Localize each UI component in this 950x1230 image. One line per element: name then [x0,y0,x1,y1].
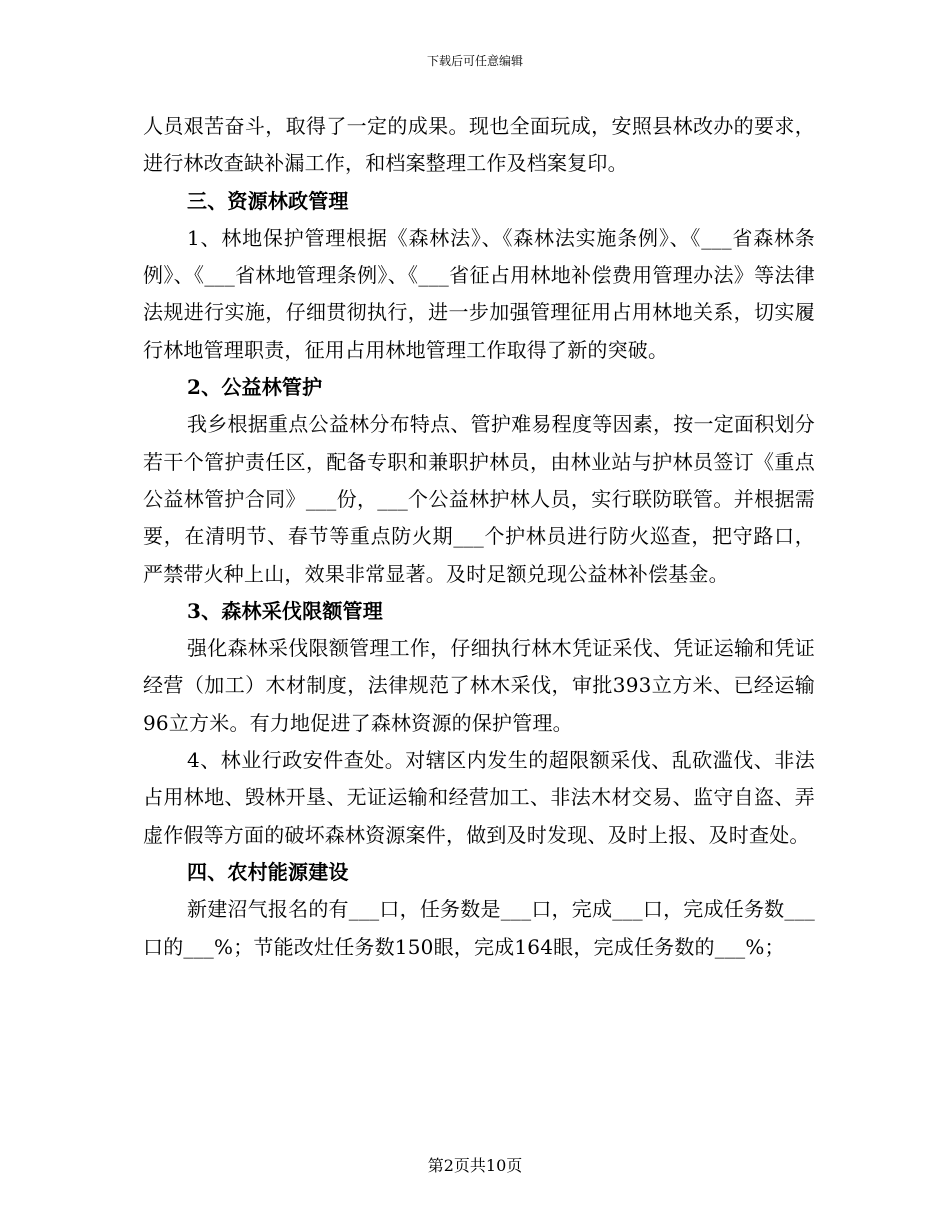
paragraph-public-welfare-forest: 我乡根据重点公益林分布特点、管护难易程度等因素，按一定面积划分若干个管护责任区，配备专职和兼职护林员，由林业站与护林员签订《重点公益林管护合同》___份，___个公益林护林人员，实行联防联管。并根据需要，在清明节、春节等重点防火期___个护林员进行防火巡查，把守路口，严禁带火种上山，效果非常显著。及时足额兑现公益林补偿基金。 [143,412,815,586]
page-header: 下载后可任意编辑 [426,54,523,68]
section-heading-resource-forest-management: 三、资源林政管理 [187,188,349,213]
subheading-public-welfare-forest: 2、公益林管护 [187,375,323,400]
subheading-logging-quota: 3、森林采伐限额管理 [187,598,383,623]
paragraph-rural-energy: 新建沼气报名的有___口，任务数是___口，完成___口，完成任务数___口的___%；节能改灶任务数150眼，完成164眼，完成任务数的___%； [143,897,815,959]
paragraph-forest-land-protection: 1、林地保护管理根据《森林法》、《森林法实施条例》、《___省森林条例》、《___省林地管理条例》、《___省征占用林地补偿费用管理办法》等法律法规进行实施，仔细贯彻执行，进一步加强管理征用占用林地关系，切实履行林地管理职责，征用占用林地管理工作取得了新的突破。 [143,225,815,362]
paragraph-continued: 人员艰苦奋斗，取得了一定的成果。现也全面玩成，安照县林改办的要求，进行林改查缺补漏工作，和档案整理工作及档案复印。 [143,114,815,176]
section-heading-rural-energy: 四、农村能源建设 [187,859,349,884]
page-number-footer: 第2页共10页 [427,1156,523,1175]
document-body [143,108,815,966]
paragraph-logging-quota: 强化森林采伐限额管理工作，仔细执行林木凭证采伐、凭证运输和凭证经营（加工）木材制度，法律规范了林木采伐，审批393立方米、已经运输96立方米。有力地促进了森林资源的保护管理。 [143,636,815,735]
paragraph-administrative-cases: 4、林业行政安件查处。对辖区内发生的超限额采伐、乱砍滥伐、非法占用林地、毁林开垦、无证运输和经营加工、非法木材交易、监守自盗、弄虚作假等方面的破坏森林资源案件，做到及时发现、及时上报、及时查处。 [143,748,815,847]
